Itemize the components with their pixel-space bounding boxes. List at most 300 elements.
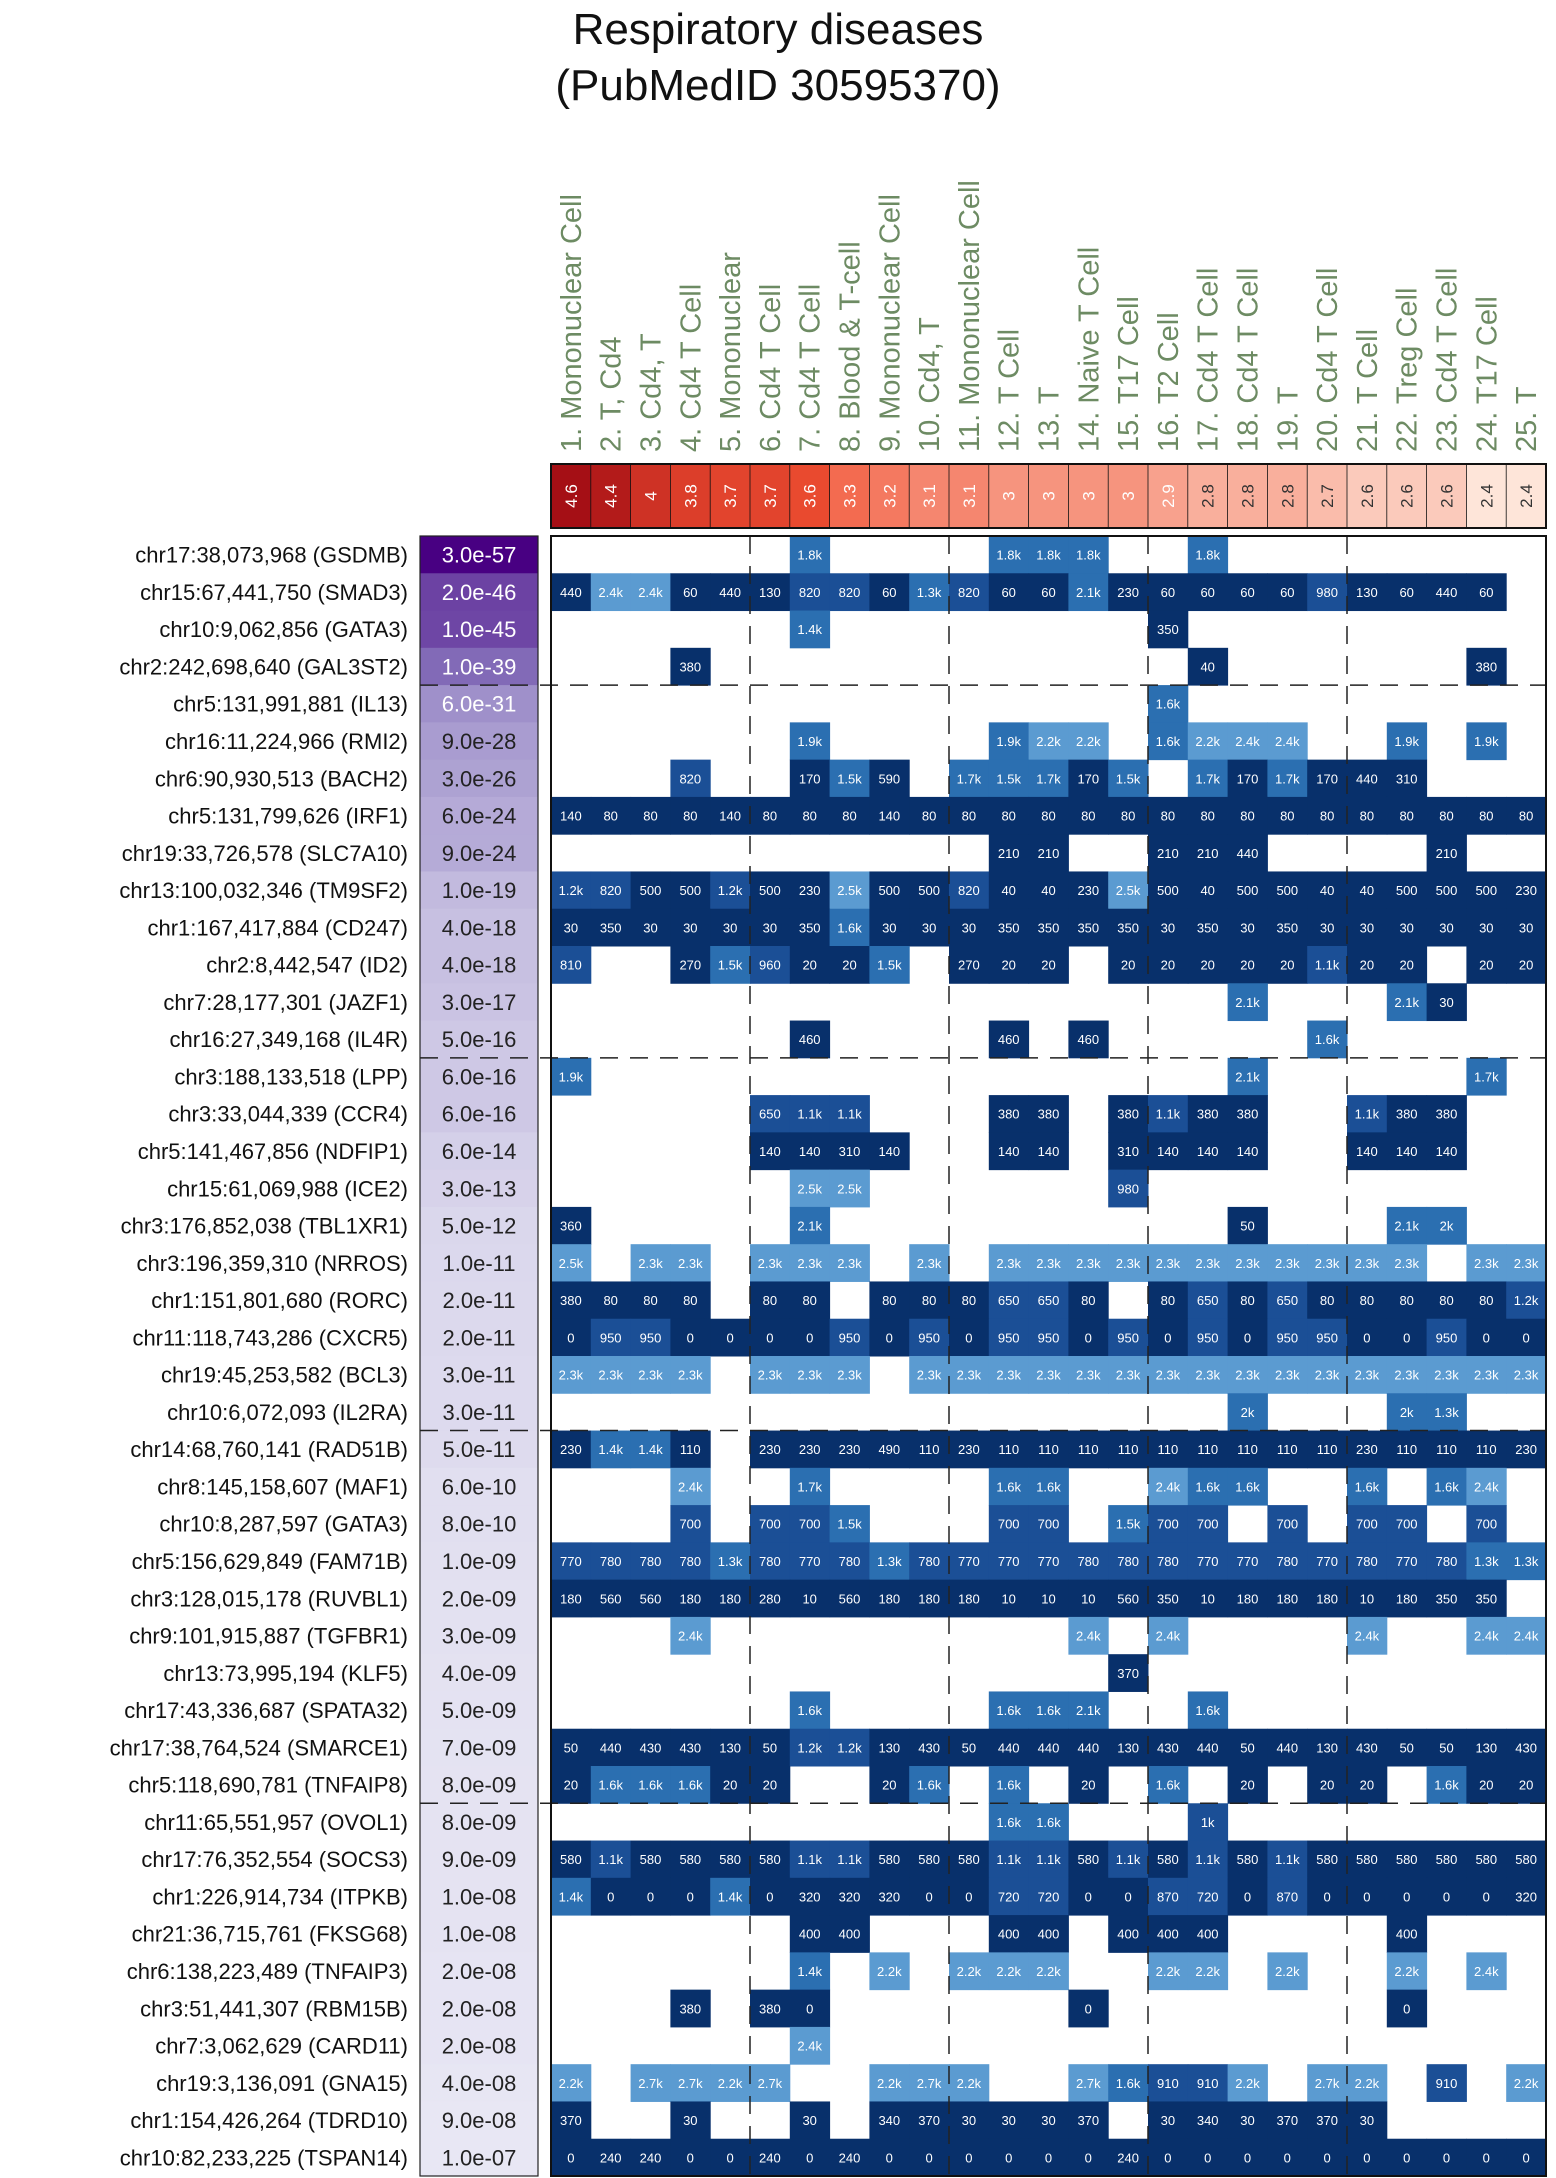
cell-value: 380 (1395, 1106, 1418, 1122)
cell-value: 380 (679, 659, 702, 675)
pvalue-label: 4.0e-09 (441, 1660, 517, 1686)
row-label: chr7:28,177,301 (JAZF1) (163, 989, 408, 1015)
cell-value: 780 (918, 1554, 940, 1569)
cell-value: 0 (1243, 1889, 1252, 1905)
cell-value: 2.3k (1474, 1255, 1499, 1271)
score-label: 3.7 (721, 484, 741, 508)
cell-value: 580 (1515, 1852, 1537, 1868)
cell-value: 110 (1237, 1442, 1258, 1458)
cell-value: 1.6k (1155, 734, 1181, 749)
cell-value: 380 (560, 1293, 582, 1309)
cell-value: 180 (958, 1591, 980, 1607)
pvalue-label: 9.0e-24 (441, 840, 517, 866)
cell-value: 960 (759, 957, 781, 973)
cell-value: 0 (766, 1889, 774, 1905)
score-label: 3.3 (840, 484, 860, 508)
cell-value: 180 (878, 1591, 901, 1607)
cell-value: 650 (997, 1293, 1020, 1309)
pvalue-label: 1.0e-19 (441, 878, 517, 904)
cell-value: 700 (1395, 1516, 1418, 1532)
cell-value: 80 (1399, 1293, 1414, 1309)
row-label: chr19:33,726,578 (SLC7A10) (121, 840, 408, 866)
cell-value: 320 (838, 1889, 861, 1905)
cell-value: 110 (1475, 1442, 1497, 1458)
cell-value: 1.8k (996, 547, 1021, 563)
column-label: 2. T, Cd4 (595, 336, 628, 452)
pvalue-label: 3.0e-11 (442, 1399, 516, 1425)
cell-value: 2.3k (837, 1367, 862, 1383)
cell-value: 2.3k (1076, 1255, 1101, 1271)
cell-value: 50 (563, 1740, 579, 1756)
cell-value: 1.7k (1195, 771, 1220, 787)
cell-value: 500 (1276, 883, 1299, 899)
pvalue-label: 2.0e-08 (441, 2033, 517, 2059)
cell-value: 1.3k (877, 1554, 902, 1569)
cell-value: 210 (997, 845, 1020, 861)
cell-value: 580 (679, 1852, 702, 1868)
cell-value: 2.2k (717, 2075, 743, 2091)
cell-value: 20 (1359, 1777, 1375, 1793)
cell-value: 0 (1482, 1889, 1490, 1905)
cell-value: 1.8k (1036, 547, 1061, 563)
cell-value: 2.5k (797, 1181, 822, 1197)
cell-value: 1.4k (717, 1889, 743, 1905)
cell-value: 20 (563, 1777, 579, 1793)
pvalue-label: 6.0e-31 (441, 691, 517, 717)
cell-value: 820 (679, 771, 702, 787)
cell-value: 2.2k (1513, 2075, 1539, 2091)
pvalue-label: 8.0e-09 (441, 1772, 517, 1798)
cell-value: 1.2k (717, 883, 743, 899)
cell-value: 350 (1077, 920, 1100, 936)
row-label: chr1:167,417,884 (CD247) (147, 915, 408, 941)
cell-value: 80 (921, 1293, 937, 1309)
pvalue-label: 3.0e-09 (441, 1623, 517, 1649)
cell-value: 430 (679, 1740, 702, 1756)
pvalue-label: 1.0e-08 (441, 1921, 517, 1947)
cell-value: 1.6k (996, 1703, 1021, 1719)
cell-value: 580 (1435, 1852, 1458, 1868)
score-label: 3 (1119, 491, 1139, 501)
pvalue-label: 9.0e-28 (441, 729, 517, 754)
pvalue-label: 7.0e-09 (441, 1735, 517, 1761)
cell-value: 30 (1479, 920, 1494, 936)
cell-value: 1.9k (1394, 734, 1419, 749)
cell-value: 0 (1363, 1889, 1371, 1905)
cell-value: 820 (838, 584, 861, 600)
column-label: 24. T17 Cell (1471, 296, 1504, 452)
cell-value: 440 (719, 584, 741, 600)
cell-value: 950 (1117, 1330, 1139, 1346)
cell-value: 130 (1356, 584, 1378, 600)
cell-value: 350 (1157, 622, 1179, 638)
cell-value: 40 (1359, 883, 1375, 899)
pvalue-label: 2.0e-08 (441, 1996, 517, 2022)
pvalue-label: 1.0e-45 (441, 617, 517, 643)
cell-value: 0 (806, 2150, 814, 2166)
cell-value: 350 (1435, 1591, 1458, 1607)
cell-value: 580 (1475, 1852, 1498, 1868)
cell-value: 20 (1160, 957, 1176, 973)
cell-value: 1.6k (1115, 2075, 1141, 2091)
cell-value: 2.3k (1354, 1367, 1380, 1383)
cell-value: 2.5k (837, 1181, 862, 1197)
cell-value: 580 (918, 1852, 940, 1868)
cell-value: 780 (1077, 1554, 1100, 1569)
cell-value: 0 (925, 2150, 933, 2166)
pvalue-label: 2.0e-08 (441, 1959, 517, 1984)
cell-value: 110 (1316, 1442, 1338, 1458)
cell-value: 1.1k (1115, 1852, 1141, 1868)
cell-value: 1.7k (956, 771, 982, 787)
score-label: 2.9 (1158, 484, 1178, 508)
row-label: chr15:61,069,988 (ICE2) (167, 1176, 408, 1202)
cell-value: 460 (997, 1032, 1020, 1048)
cell-value: 20 (1001, 957, 1016, 973)
cell-value: 0 (766, 1330, 774, 1346)
row-label: chr3:51,441,307 (RBM15B) (140, 1996, 408, 2022)
cell-value: 20 (1518, 957, 1534, 973)
cell-value: 1.3k (916, 584, 942, 600)
cell-value: 580 (1356, 1852, 1378, 1868)
column-label: 25. T (1511, 386, 1544, 452)
cell-value: 1.9k (996, 734, 1021, 749)
cell-value: 10 (1359, 1591, 1375, 1607)
cell-value: 40 (1319, 883, 1335, 899)
cell-value: 700 (1037, 1516, 1060, 1532)
cell-value: 2.4k (1155, 1479, 1181, 1495)
cell-value: 440 (997, 1740, 1020, 1756)
cell-value: 20 (802, 957, 817, 973)
cell-value: 0 (885, 1330, 893, 1346)
cell-value: 1.7k (1474, 1069, 1499, 1085)
cell-value: 80 (1081, 808, 1096, 824)
cell-value: 0 (806, 2001, 814, 2017)
cell-value: 2.2k (996, 1964, 1021, 1979)
cell-value: 2.3k (678, 1367, 703, 1383)
cell-value: 20 (1479, 1777, 1494, 1793)
cell-value: 950 (1196, 1330, 1219, 1346)
cell-value: 350 (1117, 920, 1139, 936)
column-label: 3. Cd4, T (635, 333, 668, 452)
cell-value: 1.1k (797, 1852, 822, 1868)
cell-value: 780 (1435, 1554, 1458, 1569)
row-label: chr1:154,426,264 (TDRD10) (130, 2108, 408, 2134)
cell-value: 1.1k (598, 1852, 623, 1868)
row-label: chr19:3,136,091 (GNA15) (156, 2070, 408, 2096)
cell-value: 30 (1240, 2113, 1255, 2129)
cell-value: 0 (1442, 1889, 1451, 1905)
cell-value: 0 (1403, 2001, 1411, 2017)
cell-value: 2.2k (956, 1964, 982, 1979)
cell-value: 2.4k (1076, 1628, 1101, 1644)
cell-value: 140 (1395, 1144, 1418, 1159)
cell-value: 180 (719, 1591, 741, 1607)
row-label: chr15:67,441,750 (SMAD3) (140, 579, 408, 605)
cell-value: 700 (1196, 1516, 1219, 1532)
cell-value: 1.6k (678, 1777, 703, 1793)
cell-value: 770 (798, 1554, 821, 1569)
cell-value: 210 (1037, 845, 1060, 861)
cell-value: 580 (1316, 1852, 1338, 1868)
cell-value: 2.2k (877, 1964, 902, 1979)
cell-value: 400 (1395, 1926, 1418, 1942)
cell-value: 350 (1157, 1591, 1179, 1607)
cell-value: 350 (1276, 920, 1299, 936)
row-label: chr7:3,062,629 (CARD11) (155, 2033, 408, 2059)
cell-value: 350 (1475, 1591, 1498, 1607)
column-label: 1. Mononuclear Cell (555, 194, 588, 452)
cell-value: 0 (1005, 2150, 1013, 2166)
cell-value: 1.5k (1115, 1516, 1141, 1532)
cell-value: 580 (1395, 1852, 1418, 1868)
row-label: chr10:8,287,597 (GATA3) (159, 1511, 408, 1537)
cell-value: 1.8k (797, 547, 822, 563)
cell-value: 500 (1236, 883, 1259, 899)
cell-value: 2.4k (1474, 1964, 1499, 1979)
cell-value: 80 (1399, 808, 1414, 824)
cell-value: 1.6k (638, 1777, 663, 1793)
cell-value: 2.2k (1076, 734, 1101, 749)
cell-value: 140 (719, 808, 741, 824)
cell-value: 810 (560, 957, 582, 973)
cell-value: 1.6k (1434, 1777, 1459, 1793)
cell-value: 2.3k (1155, 1367, 1181, 1383)
cell-value: 60 (1280, 584, 1295, 600)
row-label: chr3:196,359,310 (NRROS) (136, 1250, 408, 1276)
cell-value: 60 (1399, 584, 1414, 600)
row-label: chr14:68,760,141 (RAD51B) (130, 1437, 408, 1463)
cell-value: 80 (1359, 1293, 1375, 1309)
cell-value: 1.1k (1275, 1852, 1300, 1868)
cell-value: 80 (1479, 808, 1494, 824)
cell-value: 110 (1436, 1442, 1457, 1458)
cell-value: 1.1k (1036, 1852, 1061, 1868)
cell-value: 2.3k (1513, 1255, 1539, 1271)
score-label: 3.2 (880, 484, 900, 508)
cell-value: 20 (1240, 1777, 1255, 1793)
pvalue-label: 2.0e-11 (442, 1325, 516, 1351)
cell-value: 110 (1038, 1442, 1059, 1458)
cell-value: 230 (798, 883, 821, 899)
column-label: 23. Cd4 T Cell (1431, 267, 1464, 452)
cell-value: 2.4k (1354, 1628, 1380, 1644)
cell-value: 1.6k (996, 1814, 1021, 1830)
cell-value: 30 (1439, 994, 1454, 1010)
column-label: 8. Blood & T-cell (834, 241, 867, 452)
cell-value: 20 (1120, 957, 1136, 973)
cell-value: 30 (1001, 2113, 1016, 2129)
cell-value: 340 (878, 2113, 901, 2129)
cell-value: 2.3k (1235, 1255, 1260, 1271)
cell-value: 2.4k (797, 2038, 822, 2054)
cell-value: 580 (560, 1852, 582, 1868)
row-label: chr9:101,915,887 (TGFBR1) (129, 1623, 408, 1649)
score-label: 4.4 (601, 484, 621, 508)
cell-value: 650 (1276, 1293, 1299, 1309)
cell-value: 1.2k (558, 883, 584, 899)
cell-value: 10 (1041, 1591, 1056, 1607)
cell-value: 2.5k (1115, 883, 1141, 899)
cell-value: 80 (603, 1293, 618, 1309)
cell-value: 370 (1276, 2113, 1299, 2129)
pvalue-label: 3.0e-26 (441, 766, 517, 792)
cell-value: 20 (1319, 1777, 1335, 1793)
cell-value: 0 (686, 2150, 694, 2166)
cell-value: 240 (1117, 2150, 1139, 2166)
cell-value: 2.3k (757, 1255, 783, 1271)
cell-value: 110 (1117, 1442, 1139, 1458)
pvalue-label: 9.0e-08 (441, 2108, 517, 2134)
cell-value: 1.6k (598, 1777, 623, 1793)
cell-value: 1.6k (1354, 1479, 1380, 1495)
cell-value: 80 (1240, 1293, 1255, 1309)
cell-value: 1.9k (797, 734, 822, 749)
cell-value: 430 (639, 1740, 662, 1756)
score-label: 2.8 (1238, 484, 1258, 508)
cell-value: 80 (1319, 1293, 1335, 1309)
pvalue-label: 6.0e-16 (441, 1101, 517, 1127)
cell-value: 1.6k (996, 1777, 1021, 1793)
cell-value: 820 (958, 584, 980, 600)
cell-value: 20 (1479, 957, 1494, 973)
cell-value: 440 (1435, 584, 1458, 600)
cell-value: 80 (683, 1293, 698, 1309)
column-label: 14. Naive T Cell (1073, 246, 1106, 452)
cell-value: 370 (1117, 1665, 1139, 1681)
cell-value: 2.3k (797, 1367, 822, 1383)
cell-value: 0 (1243, 1330, 1252, 1346)
cell-value: 700 (1475, 1516, 1498, 1532)
cell-value: 110 (918, 1442, 940, 1458)
cell-value: 140 (997, 1144, 1020, 1159)
cell-value: 2.4k (678, 1628, 703, 1644)
cell-value: 0 (567, 2150, 575, 2166)
cell-value: 30 (1439, 920, 1454, 936)
cell-value: 1.6k (1036, 1703, 1061, 1719)
row-label: chr16:27,349,168 (IL4R) (169, 1027, 408, 1053)
cell-value: 140 (560, 808, 582, 824)
cell-value: 60 (683, 584, 698, 600)
cell-value: 80 (961, 808, 977, 824)
cell-value: 720 (1196, 1889, 1219, 1905)
cell-value: 700 (1276, 1516, 1299, 1532)
cell-value: 80 (1280, 808, 1295, 824)
cell-value: 180 (918, 1591, 940, 1607)
cell-value: 1.1k (1195, 1852, 1220, 1868)
cell-value: 30 (1359, 920, 1375, 936)
cell-value: 1.6k (1155, 1777, 1181, 1793)
cell-value: 80 (1359, 808, 1375, 824)
cell-value: 130 (1475, 1740, 1498, 1756)
cell-value: 80 (921, 808, 937, 824)
cell-value: 2.7k (1314, 2075, 1340, 2091)
cell-value: 2.3k (1394, 1255, 1419, 1271)
cell-value: 400 (997, 1926, 1020, 1942)
score-label: 3.6 (800, 484, 820, 508)
cell-value: 2k (1240, 1404, 1255, 1420)
cell-value: 2.1k (1235, 1069, 1260, 1085)
cell-value: 350 (1037, 920, 1060, 936)
column-label: 22. Treg Cell (1391, 287, 1424, 452)
cell-value: 950 (599, 1330, 622, 1346)
cell-value: 40 (1200, 883, 1215, 899)
cell-value: 560 (838, 1591, 861, 1607)
cell-value: 370 (560, 2113, 582, 2129)
cell-value: 1.4k (598, 1442, 623, 1458)
cell-value: 310 (1117, 1144, 1139, 1159)
pvalue-label: 6.0e-14 (441, 1139, 517, 1164)
cell-value: 20 (1399, 957, 1414, 973)
cell-value: 140 (759, 1144, 781, 1159)
cell-value: 560 (1117, 1591, 1139, 1607)
cell-value: 380 (1196, 1106, 1219, 1122)
cell-value: 0 (726, 1330, 734, 1346)
cell-value: 30 (802, 2113, 817, 2129)
cell-value: 0 (567, 1330, 575, 1346)
cell-value: 0 (1403, 2150, 1411, 2166)
cell-value: 20 (882, 1777, 897, 1793)
column-label: 19. T (1272, 386, 1305, 452)
cell-value: 30 (961, 920, 977, 936)
cell-value: 400 (1196, 1926, 1219, 1942)
cell-value: 380 (1435, 1106, 1458, 1122)
cell-value: 770 (997, 1554, 1020, 1569)
cell-value: 440 (1077, 1740, 1100, 1756)
row-label: chr11:118,743,286 (CXCR5) (132, 1325, 408, 1351)
cell-value: 580 (759, 1852, 781, 1868)
cell-value: 30 (1359, 2113, 1375, 2129)
cell-value: 230 (1077, 883, 1100, 899)
pvalue-label: 1.0e-11 (442, 1250, 516, 1276)
cell-value: 1.4k (797, 1964, 822, 1979)
pvalue-label: 3.0e-17 (441, 989, 517, 1015)
cell-value: 40 (1041, 883, 1056, 899)
cell-value: 780 (1276, 1554, 1299, 1569)
cell-value: 1.3k (1513, 1554, 1539, 1569)
cell-value: 2.3k (1275, 1255, 1300, 1271)
cell-value: 50 (762, 1740, 778, 1756)
cell-value: 770 (560, 1554, 582, 1569)
cell-value: 80 (762, 1293, 778, 1309)
cell-value: 1.5k (717, 957, 743, 973)
cell-value: 80 (683, 808, 698, 824)
row-label: chr17:76,352,554 (SOCS3) (141, 1847, 408, 1873)
column-label: 10. Cd4, T (914, 317, 947, 452)
cell-value: 350 (798, 920, 821, 936)
cell-value: 110 (1396, 1442, 1418, 1458)
cell-value: 1.1k (1155, 1106, 1181, 1122)
cell-value: 950 (1037, 1330, 1060, 1346)
cell-value: 0 (1403, 1889, 1411, 1905)
cell-value: 380 (759, 2001, 781, 2017)
cell-value: 60 (1479, 584, 1494, 600)
cell-value: 1.6k (996, 1479, 1021, 1495)
cell-value: 2.2k (558, 2075, 584, 2091)
cell-value: 2.3k (1036, 1255, 1061, 1271)
cell-value: 140 (1196, 1144, 1219, 1159)
cell-value: 0 (965, 1330, 973, 1346)
cell-value: 240 (599, 2150, 622, 2166)
cell-value: 1.7k (1036, 771, 1061, 787)
cell-value: 2.4k (678, 1479, 703, 1495)
cell-value: 780 (838, 1554, 861, 1569)
cell-value: 140 (878, 1144, 901, 1159)
pvalue-label: 2.0e-11 (442, 1288, 516, 1314)
cell-value: 140 (1037, 1144, 1060, 1159)
cell-value: 60 (1240, 584, 1255, 600)
cell-value: 170 (1077, 771, 1100, 787)
